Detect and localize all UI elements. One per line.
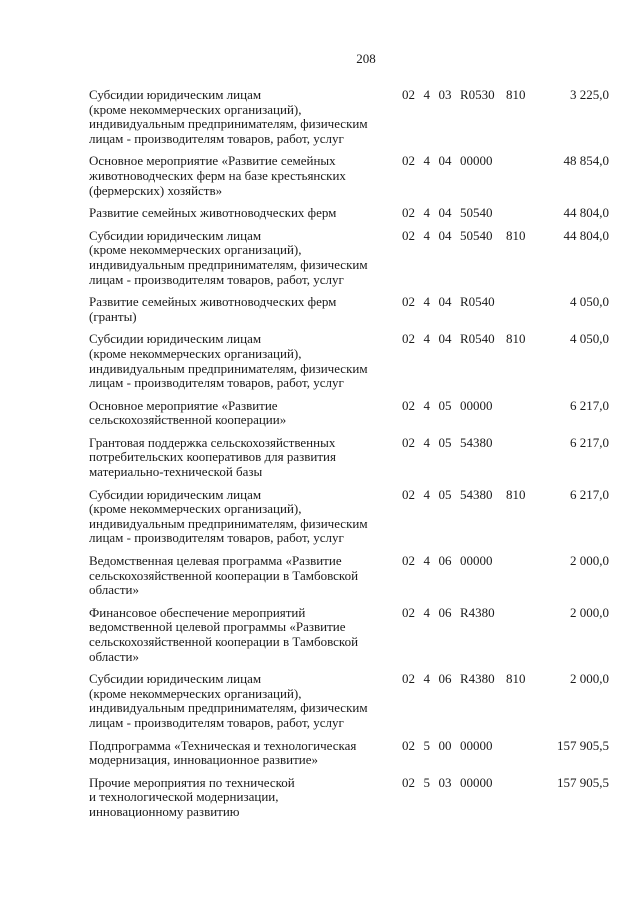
row-name: Ведомственная целевая программа «Развитие сельскохозяйственной кооперации в Тамбовской области»	[89, 553, 359, 598]
row-name: Прочие мероприятия по технической и технологической модернизации, инновационному развитию	[89, 774, 295, 819]
row-amount: 6 217,0	[570, 486, 609, 502]
row-name: Грантовая поддержка сельскохозяйственных потребительских кооперативов для развития материально-технической базы	[89, 434, 336, 480]
row-name: Субсидии юридическим лицам (кроме некоммерческих организаций), индивидуальным предпринимателям, физическим лицам - производителям товаров, работ, услуг	[89, 87, 368, 146]
table-row	[89, 488, 609, 546]
table-row	[89, 672, 609, 730]
row-code: 02 4 04 00000	[402, 153, 493, 169]
row-code: 02 5 00 00000	[402, 737, 493, 753]
page-number: 208	[356, 51, 376, 66]
row-code: 02 4 04 50540	[402, 205, 493, 221]
row-name: Субсидии юридическим лицам (кроме некоммерческих организаций), индивидуальным предпринимателям, физическим лицам - производителям товаров, работ, услуг	[89, 671, 368, 730]
row-expense-type: 810	[506, 227, 526, 243]
row-code: 02 4 05 00000	[402, 397, 493, 413]
table-row	[89, 776, 609, 820]
table-row	[89, 554, 609, 598]
table-row	[89, 229, 609, 287]
table-row	[89, 154, 609, 198]
budget-table	[89, 88, 609, 828]
table-row	[89, 88, 609, 146]
table-row	[89, 606, 609, 664]
row-amount: 4 050,0	[570, 331, 609, 347]
row-name: Подпрограмма «Техническая и технологическая модернизация, инновационное развитие»	[89, 737, 357, 768]
row-name: Финансовое обеспечение мероприятий ведомственной целевой программы «Развитие сельскохозяйственной кооперации в Тамбовской области»	[89, 604, 359, 664]
row-name: Субсидии юридическим лицам (кроме некоммерческих организаций), индивидуальным предпринимателям, физическим лицам - производителям товаров, работ, услуг	[89, 486, 368, 546]
row-name: Субсидии юридическим лицам (кроме некоммерческих организаций), индивидуальным предпринимателям, физическим лицам - производителям товаров, работ, услуг	[89, 227, 368, 287]
row-amount: 157 905,5	[557, 774, 609, 790]
table-row	[89, 739, 609, 768]
row-amount: 44 804,0	[563, 227, 609, 243]
row-expense-type: 810	[506, 671, 526, 687]
row-amount: 3 225,0	[570, 87, 609, 102]
table-row	[89, 399, 609, 428]
table-row	[89, 436, 609, 480]
row-name: Основное мероприятие «Развитие сельскохозяйственной кооперации»	[89, 397, 287, 428]
table-row	[89, 332, 609, 390]
row-amount: 2 000,0	[570, 553, 609, 569]
row-amount: 48 854,0	[563, 153, 609, 169]
row-amount: 2 000,0	[570, 604, 609, 620]
row-name: Субсидии юридическим лицам (кроме некоммерческих организаций), индивидуальным предпринимателям, физическим лицам - производителям товаров, работ, услуг	[89, 331, 368, 391]
row-expense-type: 810	[506, 87, 526, 102]
row-code: 02 4 05 54380	[402, 486, 493, 502]
row-amount: 6 217,0	[570, 397, 609, 413]
table-row	[89, 206, 609, 221]
row-code: 02 4 05 54380	[402, 434, 493, 450]
row-amount: 6 217,0	[570, 434, 609, 450]
table-row	[89, 295, 609, 324]
row-amount: 157 905,5	[557, 737, 609, 753]
row-code: 02 4 06 R4380	[402, 604, 495, 620]
row-code: 02 5 03 00000	[402, 774, 493, 790]
row-expense-type: 810	[506, 331, 526, 347]
row-code: 02 4 04 R0540	[402, 294, 495, 310]
row-expense-type: 810	[506, 486, 526, 502]
row-amount: 44 804,0	[563, 205, 609, 221]
row-name: Основное мероприятие «Развитие семейных животноводческих ферм на базе крестьянских (фермерских) хозяйств»	[89, 153, 346, 198]
row-code: 02 4 04 50540	[402, 227, 493, 243]
row-code: 02 4 03 R0530	[402, 87, 495, 102]
row-amount: 2 000,0	[570, 671, 609, 687]
row-code: 02 4 04 R0540	[402, 331, 495, 347]
row-code: 02 4 06 00000	[402, 553, 493, 569]
row-name: Развитие семейных животноводческих ферм (гранты)	[89, 294, 337, 324]
row-code: 02 4 06 R4380	[402, 671, 495, 687]
row-amount: 4 050,0	[570, 294, 609, 310]
row-name: Развитие семейных животноводческих ферм	[89, 205, 337, 221]
